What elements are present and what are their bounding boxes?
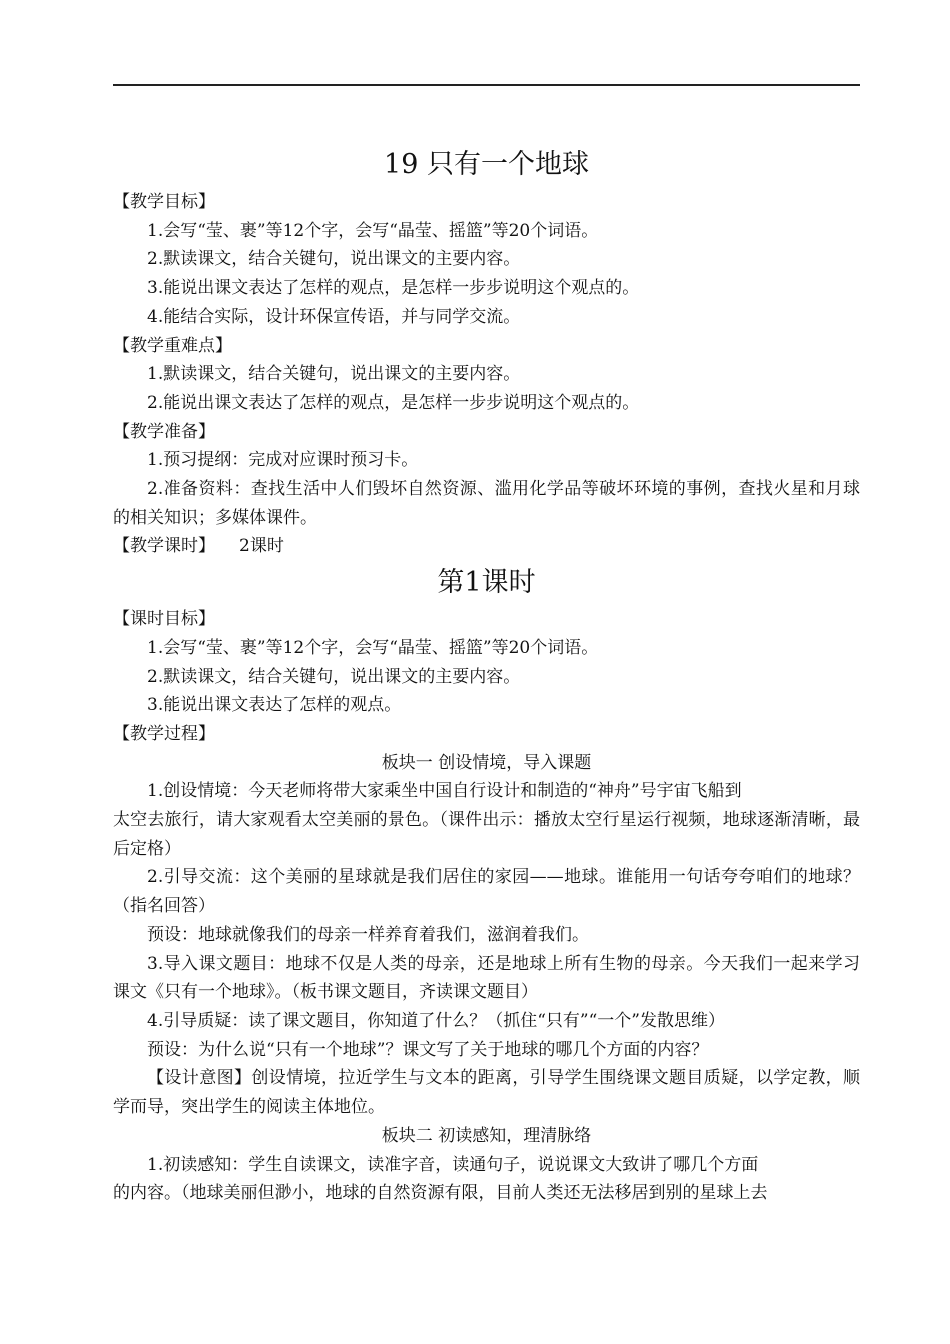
hours-line <box>113 532 860 561</box>
process-paragraph: 1.创设情境：今天老师将带大家乘坐中国自行设计和制造的“神舟”号宇宙飞船到 <box>147 781 742 802</box>
process-paragraph: 4.引导质疑：读了课文题目，你知道了什么？（抓住“只有”“一个”发散思维） <box>147 1010 725 1031</box>
key-points-heading: 【教学重难点】 <box>113 335 232 356</box>
process-paragraph: 2.引导交流：这个美丽的星球就是我们居住的家园——地球。谁能用一句话夸夸咱们的地球？（指名回答） <box>113 867 860 917</box>
preparation-item: 2.准备资料：查找生活中人们毁坏自然资源、滥用化学品等破坏环境的事例，查找火星和月球的相关知识；多媒体课件。 <box>113 479 860 528</box>
process-heading: 【教学过程】 <box>113 723 215 744</box>
objective-item: 1.会写“莹、裹”等12个字，会写“晶莹、摇篮”等20个词语。 <box>147 220 599 241</box>
objective-item: 2.默读课文，结合关键句，说出课文的主要内容。 <box>147 249 521 270</box>
key-point-item: 1.默读课文，结合关键句，说出课文的主要内容。 <box>147 364 521 385</box>
hours-heading: 【教学课时】 <box>113 536 215 557</box>
key-point-item: 2.能说出课文表达了怎样的观点，是怎样一步步说明这个观点的。 <box>147 392 640 413</box>
preset-answer: 预设：地球就像我们的母亲一样养育着我们，滋润着我们。 <box>147 924 589 945</box>
hours-value: 2课时 <box>239 536 284 557</box>
objective-item: 3.能说出课文表达了怎样的观点，是怎样一步步说明这个观点的。 <box>147 278 640 299</box>
process-paragraph: 3.导入课文题目：地球不仅是人类的母亲，还是地球上所有生物的母亲。今天我们一起来学习课文《只有一个地球》。（板书课文题目，齐读课文题目） <box>113 953 860 1003</box>
preparation-item: 1.预习提纲：完成对应课时预习卡。 <box>147 450 419 471</box>
objective-item: 4.能结合实际，设计环保宣传语，并与同学交流。 <box>147 306 521 327</box>
lesson-objectives-heading: 【课时目标】 <box>113 609 215 630</box>
lesson-objective-item: 1.会写“莹、裹”等12个字，会写“晶莹、摇篮”等20个词语。 <box>147 637 599 658</box>
document-body <box>113 145 860 1208</box>
lesson-title: 第1课时 <box>437 567 536 599</box>
header-rule <box>113 84 860 86</box>
preparation-heading: 【教学准备】 <box>113 421 215 442</box>
process-paragraph: 1.初读感知：学生自读课文，读准字音，读通句子，说说课文大致讲了哪几个方面 <box>147 1154 759 1175</box>
objectives-heading: 【教学目标】 <box>113 192 215 212</box>
block-title: 板块二 初读感知，理清脉络 <box>381 1125 592 1146</box>
page-title: 19 只有一个地球 <box>384 149 589 180</box>
preset-answer: 预设：为什么说“只有一个地球”？课文写了关于地球的哪几个方面的内容？ <box>147 1039 709 1060</box>
process-paragraph: 太空去旅行，请大家观看太空美丽的景色。（课件出示：播放太空行星运行视频，地球逐渐清晰，最后定格） <box>113 810 860 859</box>
lesson-objective-item: 3.能说出课文表达了怎样的观点。 <box>147 695 402 716</box>
process-paragraph: 的内容。（地球美丽但渺小，地球的自然资源有限，目前人类还无法移居到别的星球上去 <box>113 1183 768 1204</box>
lesson-objective-item: 2.默读课文，结合关键句，说出课文的主要内容。 <box>147 666 521 687</box>
design-intent: 【设计意图】创设情境，拉近学生与文本的距离，引导学生围绕课文题目质疑，以学定教，顺学而导，突出学生的阅读主体地位。 <box>113 1068 860 1118</box>
block-title: 板块一 创设情境，导入课题 <box>381 752 592 773</box>
